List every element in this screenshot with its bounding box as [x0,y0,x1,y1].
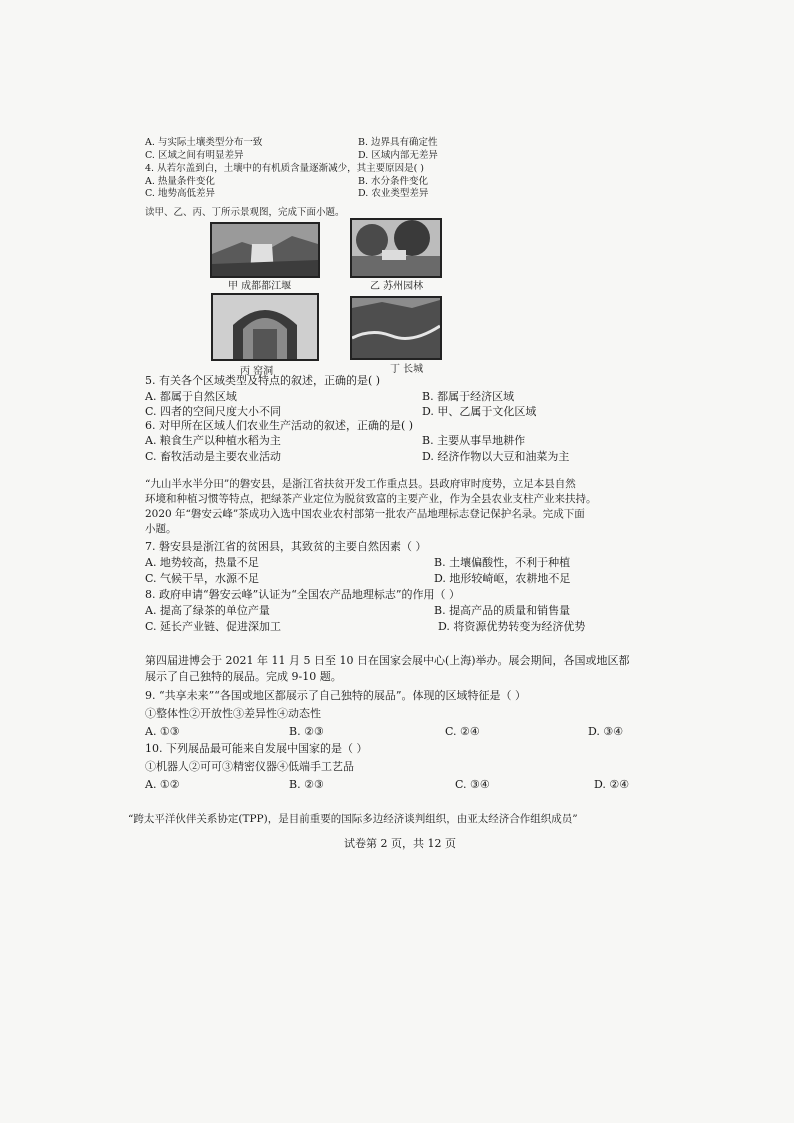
q9-option-d: D. ③④ [588,725,624,738]
q3-option-d: D. 区域内部无差异 [358,150,438,161]
photo-caption-ding: 丁 长城 [390,364,424,375]
q8-option-d: D. 将资源优势转变为经济优势 [438,620,586,633]
passage1-line2: 环境和种植习惯等特点，把绿茶产业定位为脱贫致富的主要产业，作为全县农业支柱产业来扶持。 [145,493,597,505]
q10-option-a: A. ①② [145,778,180,791]
q9-sub-options: ①整体性②开放性③差异性④动态性 [145,707,321,720]
q4-option-a: A. 热量条件变化 [145,176,215,187]
q9-option-b: B. ②③ [289,725,324,738]
q6-stem: 6. 对甲所在区域人们农业生产活动的叙述，正确的是( ) [145,419,414,432]
q4-option-b: B. 水分条件变化 [358,176,429,187]
q9-option-c: C. ②④ [445,725,480,738]
q9-option-a: A. ①③ [145,725,180,738]
tpp-passage-line: “跨太平洋伙伴关系协定(TPP)，是目前重要的国际多边经济谈判组织，由亚太经济合作组织成员” [128,813,578,825]
q6-option-a: A. 粮食生产以种植水稻为主 [145,434,281,447]
q4-option-d: D. 农业类型差异 [358,188,429,199]
passage2-line1: 第四届进博会于 2021 年 11 月 5 日至 10 日在国家会展中心(上海)举办。展会期间，各国或地区都 [145,654,630,667]
q5-option-a: A. 都属于自然区域 [145,390,237,403]
q5-option-d: D. 甲、乙属于文化区域 [422,405,537,418]
q10-stem: 10. 下列展品最可能来自发展中国家的是（ ） [145,742,368,755]
q8-option-c: C. 延长产业链、促进深加工 [145,620,282,633]
q3-option-b: B. 边界具有确定性 [358,137,438,148]
passage2-line2: 展示了自己独特的展品。完成 9-10 题。 [145,670,342,683]
photo-great-wall [350,296,442,360]
photo-caption-bing: 丙 窑洞 [240,366,274,377]
q8-stem: 8. 政府申请“磐安云峰”认证为“全国农产品地理标志”的作用（ ） [145,588,460,601]
photo-caption-jia: 甲 成都都江堰 [228,281,292,292]
q7-option-a: A. 地势较高，热量不足 [145,556,259,569]
passage1-line1: “九山半水半分田”的磐安县，是浙江省扶贫开发工作重点县。县政府审时度势，立足本县自然 [145,478,576,490]
q5-option-c: C. 四者的空间尺度大小不同 [145,405,282,418]
q5-option-b: B. 都属于经济区域 [422,390,515,403]
q6-option-b: B. 主要从事旱地耕作 [422,434,526,447]
q3-option-c: C. 区域之间有明显差异 [145,150,244,161]
photo-suzhou-garden [350,218,442,278]
photo-yaodong [211,293,319,361]
q7-option-c: C. 气候干旱，水源不足 [145,572,260,585]
q8-option-b: B. 提高产品的质量和销售量 [434,604,571,617]
q6-option-c: C. 畜牧活动是主要农业活动 [145,450,282,463]
q7-option-b: B. 土壤偏酸性，不利于种植 [434,556,571,569]
q5-stem: 5. 有关各个区域类型及特点的叙述，正确的是( ) [145,374,381,387]
q7-stem: 7. 磐安县是浙江省的贫困县，其致贫的主要自然因素（ ） [145,540,427,553]
q4-option-c: C. 地势高低差异 [145,188,215,199]
q10-option-c: C. ③④ [455,778,490,791]
q8-option-a: A. 提高了绿茶的单位产量 [145,604,270,617]
q6-option-d: D. 经济作物以大豆和油菜为主 [422,450,570,463]
q10-sub-options: ①机器人②可可③精密仪器④低端手工艺品 [145,760,354,773]
q3-option-a: A. 与实际土壤类型分布一致 [145,137,263,148]
photo-intro: 读甲、乙、丙、丁所示景观图，完成下面小题。 [145,207,345,218]
page-footer: 试卷第 2 页，共 12 页 [344,837,456,850]
q7-option-d: D. 地形较崎岖，农耕地不足 [434,572,571,585]
q10-option-b: B. ②③ [289,778,324,791]
q9-stem: 9. “共享未来”“各国或地区都展示了自己独特的展品”。体现的区域特征是（ ） [145,689,526,702]
photo-caption-yi: 乙 苏州园林 [370,281,424,292]
q4-stem: 4. 从若尔盖到白，土壤中的有机质含量逐渐减少，其主要原因是( ) [145,163,425,174]
passage1-line3: 2020 年“磐安云峰”茶成功入选中国农业农村部第一批农产品地理标志登记保护名录。完成下面 [145,508,585,520]
passage1-line4: 小题。 [145,523,177,535]
photo-dujiangyan [210,222,320,278]
q10-option-d: D. ②④ [594,778,630,791]
